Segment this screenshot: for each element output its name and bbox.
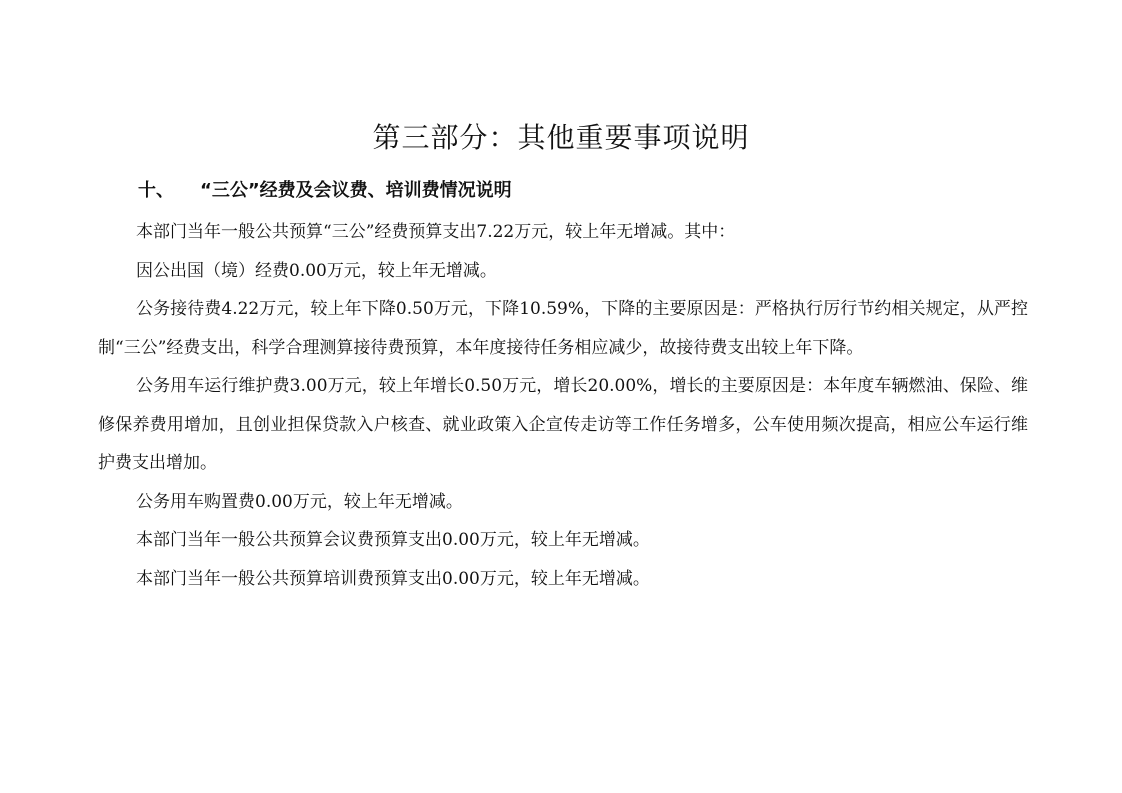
section-heading-text: “三公”经费及会议费、培训费情况说明 [200, 180, 512, 201]
section-heading [138, 176, 512, 206]
section-number: 十、 [138, 180, 174, 201]
page-title: 第三部分：其他重要事项说明 [372, 121, 750, 154]
paragraph-training-fee: 本部门当年一般公共预算培训费预算支出0.00万元，较上年无增减。 [136, 568, 650, 589]
paragraph-meeting-fee: 本部门当年一般公共预算会议费预算支出0.00万元，较上年无增减。 [136, 530, 650, 550]
paragraph-overseas: 因公出国（境）经费0.00万元，较上年无增减。 [136, 260, 497, 281]
paragraph-sangong-total: 本部门当年一般公共预算“三公”经费预算支出7.22万元，较上年无增减。其中： [136, 222, 736, 242]
paragraph-vehicle-operation: 公务用车运行维护费3.00万元，较上年增长0.50万元，增长20.00%，增长的主要原因是：本年度车辆燃油、保险、维修保养费用增加，且创业担保贷款入户核查、就业政策入企宣传走访等工作任务增多，公车使用频次提高，相应公车运行维护费支出增加。 [98, 376, 1028, 473]
body-text [98, 213, 1028, 598]
paragraph-reception: 公务接待费4.22万元，较上年下降0.50万元，下降10.59%，下降的主要原因是：严格执行厉行节约相关规定，从严控制“三公”经费支出，科学合理测算接待费预算，本年度接待任务相应减少，故接待费支出较上年下降。 [98, 299, 1028, 358]
paragraph-vehicle-purchase: 公务用车购置费0.00万元，较上年无增减。 [136, 491, 463, 512]
